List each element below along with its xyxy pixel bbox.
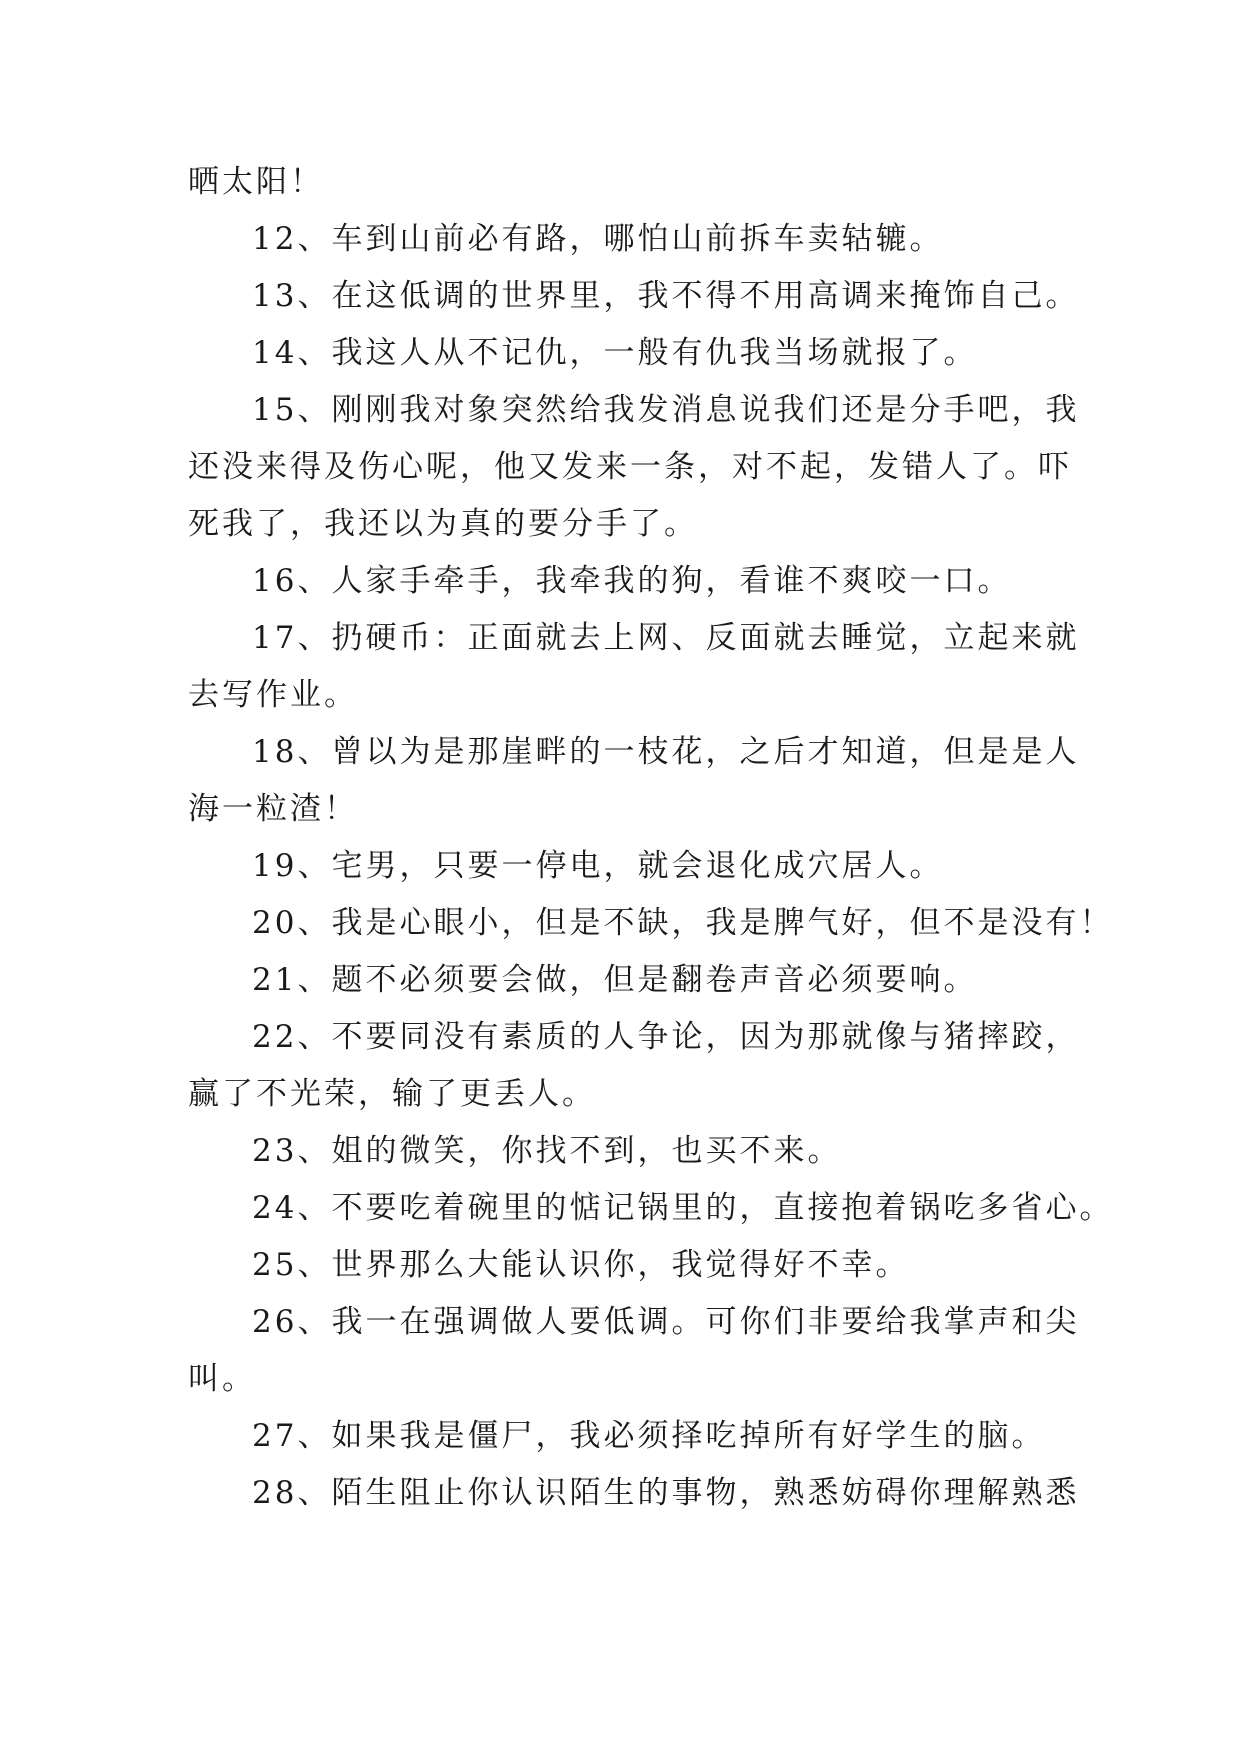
text-line: 海一粒渣！ xyxy=(188,791,358,827)
text-line: 16、人家手牵手，我牵我的狗，看谁不爽咬一口。 xyxy=(252,563,1012,599)
text-line: 17、扔硬币：正面就去上网、反面就去睡觉，立起来就 xyxy=(252,620,1080,656)
text-line: 21、题不必须要会做，但是翻卷声音必须要响。 xyxy=(252,962,978,998)
text-line: 19、宅男，只要一停电，就会退化成穴居人。 xyxy=(252,848,944,884)
text-line: 12、车到山前必有路，哪怕山前拆车卖轱辘。 xyxy=(252,221,944,257)
text-line: 20、我是心眼小，但是不缺，我是脾气好，但不是没有！ xyxy=(252,905,1114,941)
text-line: 叫。 xyxy=(188,1361,256,1397)
text-line: 15、刚刚我对象突然给我发消息说我们还是分手吧，我 xyxy=(252,392,1080,428)
text-line: 14、我这人从不记仇，一般有仇我当场就报了。 xyxy=(252,335,978,371)
text-line: 25、世界那么大能认识你，我觉得好不幸。 xyxy=(252,1247,910,1283)
text-line: 28、陌生阻止你认识陌生的事物，熟悉妨碍你理解熟悉 xyxy=(252,1475,1080,1511)
text-line: 去写作业。 xyxy=(188,677,358,713)
text-line: 24、不要吃着碗里的惦记锅里的，直接抱着锅吃多省心。 xyxy=(252,1190,1114,1226)
text-line: 27、如果我是僵尸，我必须择吃掉所有好学生的脑。 xyxy=(252,1418,1046,1454)
text-line: 22、不要同没有素质的人争论，因为那就像与猪摔跤， xyxy=(252,1019,1080,1055)
text-line: 晒太阳！ xyxy=(188,164,324,200)
text-line: 死我了，我还以为真的要分手了。 xyxy=(188,506,698,542)
text-line: 18、曾以为是那崖畔的一枝花，之后才知道，但是是人 xyxy=(252,734,1080,770)
text-line: 赢了不光荣，输了更丢人。 xyxy=(188,1076,596,1112)
text-line: 23、姐的微笑，你找不到，也买不来。 xyxy=(252,1133,842,1169)
text-line: 26、我一在强调做人要低调。可你们非要给我掌声和尖 xyxy=(252,1304,1080,1340)
text-line: 还没来得及伤心呢，他又发来一条，对不起，发错人了。吓 xyxy=(188,449,1072,485)
text-line: 13、在这低调的世界里，我不得不用高调来掩饰自己。 xyxy=(252,278,1080,314)
